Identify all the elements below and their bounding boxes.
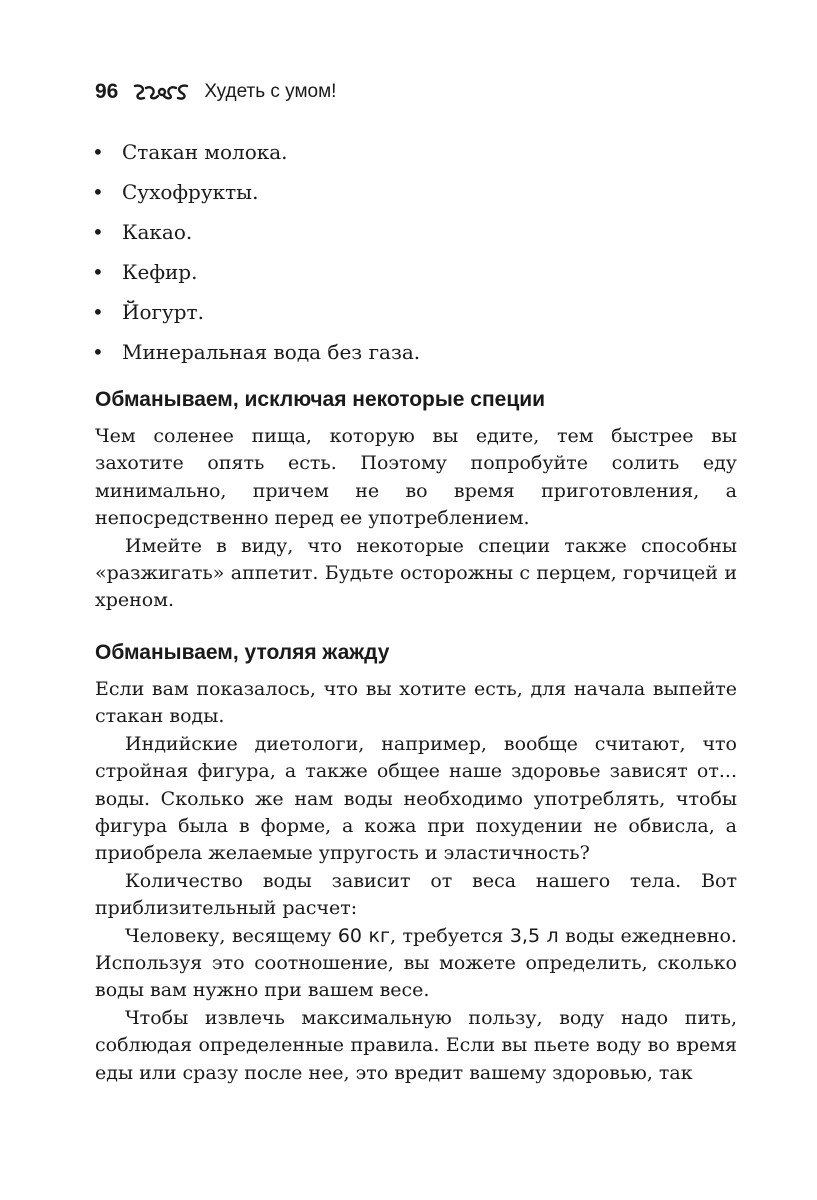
page-number: 96 — [95, 80, 119, 103]
paragraph-calculation — [95, 923, 737, 1005]
section-body-spices — [95, 423, 737, 615]
bullet-icon: • — [92, 220, 104, 244]
page-header — [95, 80, 336, 104]
list-item-text: Стакан молока. — [122, 140, 288, 164]
calc-text: воды ежедневно. Используя это соотношение, вы можете определить, сколько воды вам нужно при вашем весе. — [95, 924, 737, 1002]
list-item-text: Какао. — [122, 220, 193, 244]
section-body-thirst — [95, 676, 737, 1087]
list-item — [92, 220, 420, 260]
bullet-icon: • — [92, 340, 104, 364]
paragraph: Имейте в виду, что некоторые специи также способны «разжигать» аппетит. Будьте осторожны с перцем, горчицей и хреном. — [95, 534, 737, 612]
section-heading-thirst: Обманываем, утоляя жажду — [95, 641, 390, 664]
list-item — [92, 260, 420, 300]
calc-volume: 3,5 л — [509, 924, 559, 947]
list-item-text: Сухофрукты. — [122, 180, 259, 204]
section-heading-spices: Обманываем, исключая некоторые специи — [95, 388, 546, 411]
paragraph: Если вам показалось, что вы хотите есть, для начала выпейте стакан воды. — [95, 678, 737, 728]
paragraph: Чтобы извлечь максимальную пользу, воду надо пить, соблюдая определенные правила. Если вы пьете воду во время еды или сразу после нее, это вредит вашему здоровью, так — [95, 1006, 737, 1084]
ornament-icon — [132, 82, 190, 102]
paragraph: Количество воды зависит от веса нашего тела. Вот приблизительный расчет: — [95, 869, 737, 920]
bullet-icon: • — [92, 180, 104, 204]
bullet-icon: • — [92, 300, 104, 324]
paragraph: Чем соленее пища, которую вы едите, тем быстрее вы захотите опять есть. Поэтому попробуйте солить еду минимально, причем не во время приготовления, а непосредственно перед ее употреблением. — [95, 425, 737, 530]
paragraph: Индийские диетологи, например, вообще считают, что стройная фигура, а также общее наше здоровье зависят от... воды. Сколько же нам воды необходимо употреблять, чтобы фигура была в форме, а кожа при похудении не обвисла, а приобрела желаемые упругость и эластичность? — [95, 732, 737, 865]
list-item-text: Минеральная вода без газа. — [122, 340, 421, 364]
calc-text: , требуется — [389, 924, 510, 947]
bullet-list — [92, 140, 420, 380]
bullet-icon: • — [92, 140, 104, 164]
running-title: Худеть с умом! — [204, 81, 337, 102]
list-item — [92, 300, 420, 340]
list-item — [92, 180, 420, 220]
list-item-text: Йогурт. — [122, 300, 204, 324]
list-item — [92, 140, 420, 180]
list-item-text: Кефир. — [122, 260, 198, 284]
bullet-icon: • — [92, 260, 104, 284]
calc-text: Человеку, весящему — [125, 924, 338, 947]
list-item — [92, 340, 420, 380]
calc-weight: 60 кг — [337, 924, 390, 947]
